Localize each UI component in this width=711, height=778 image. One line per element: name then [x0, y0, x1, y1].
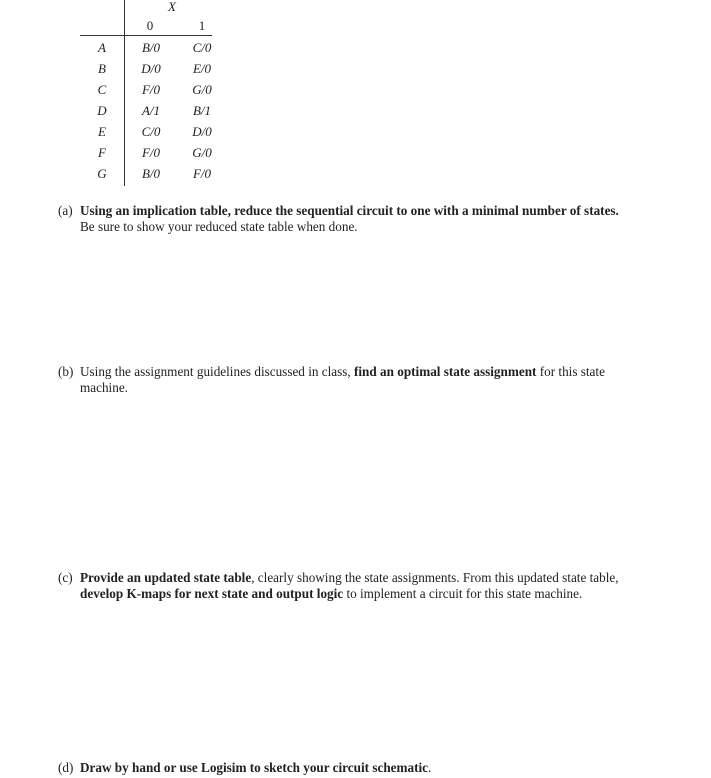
next-state-x0: B/0: [141, 166, 161, 181]
question-a: [58, 203, 658, 235]
next-state-x1: G/0: [192, 82, 212, 97]
question-a-line-2: Be sure to show your reduced state table when done.: [80, 219, 358, 234]
question-b-text-1: Using the assignment guidelines discussed in class,: [80, 364, 354, 379]
question-label: (d): [58, 760, 74, 775]
question-c-bold-text-2: develop K-maps for next state and output logic: [80, 586, 344, 601]
question-b-text-2: for this state: [536, 364, 605, 379]
question-label: (c): [58, 570, 73, 585]
next-state-x0: A/1: [141, 103, 161, 118]
next-state-x0: B/0: [141, 40, 161, 55]
question-label: (a): [58, 203, 73, 218]
next-state-x0: F/0: [141, 145, 161, 160]
state-label: F: [98, 145, 106, 160]
question-a-bold-text: Using an implication table, reduce the sequential circuit to one with a minimal number of states.: [80, 203, 619, 218]
state-column-rule: [124, 0, 125, 186]
next-state-x0: C/0: [141, 124, 161, 139]
state-label: G: [97, 166, 107, 181]
state-label: D: [97, 103, 107, 118]
question-b-line-2: machine.: [80, 380, 128, 395]
question-b-bold-text: find an optimal state assignment: [353, 364, 537, 379]
state-label: C: [97, 82, 107, 97]
state-label: E: [98, 124, 106, 139]
question-c-bold-text-1: Provide an updated state table: [80, 570, 252, 585]
state-label: B: [98, 61, 106, 76]
question-label: (b): [58, 364, 74, 379]
question-c-text-1: , clearly showing the state assignments. From this updated state table,: [251, 570, 619, 585]
next-state-x1: G/0: [192, 145, 212, 160]
question-c: [58, 570, 658, 602]
header-rule: [80, 35, 212, 36]
next-state-x1: D/0: [192, 124, 212, 139]
input-variable-label: X: [168, 0, 176, 14]
next-state-x0: D/0: [141, 61, 161, 76]
question-d-bold-text: Draw by hand or use Logisim to sketch your circuit schematic: [80, 760, 428, 775]
question-d: [58, 760, 658, 776]
column-header-1: 1: [198, 18, 206, 33]
question-d-text: .: [428, 760, 432, 775]
question-c-text-2: to implement a circuit for this state machine.: [343, 586, 583, 601]
next-state-x1: E/0: [192, 61, 212, 76]
state-label: A: [98, 40, 106, 55]
next-state-x1: C/0: [192, 40, 212, 55]
question-b: [58, 364, 658, 396]
column-header-0: 0: [146, 18, 154, 33]
next-state-x1: F/0: [192, 166, 212, 181]
next-state-x0: F/0: [141, 82, 161, 97]
next-state-x1: B/1: [192, 103, 212, 118]
